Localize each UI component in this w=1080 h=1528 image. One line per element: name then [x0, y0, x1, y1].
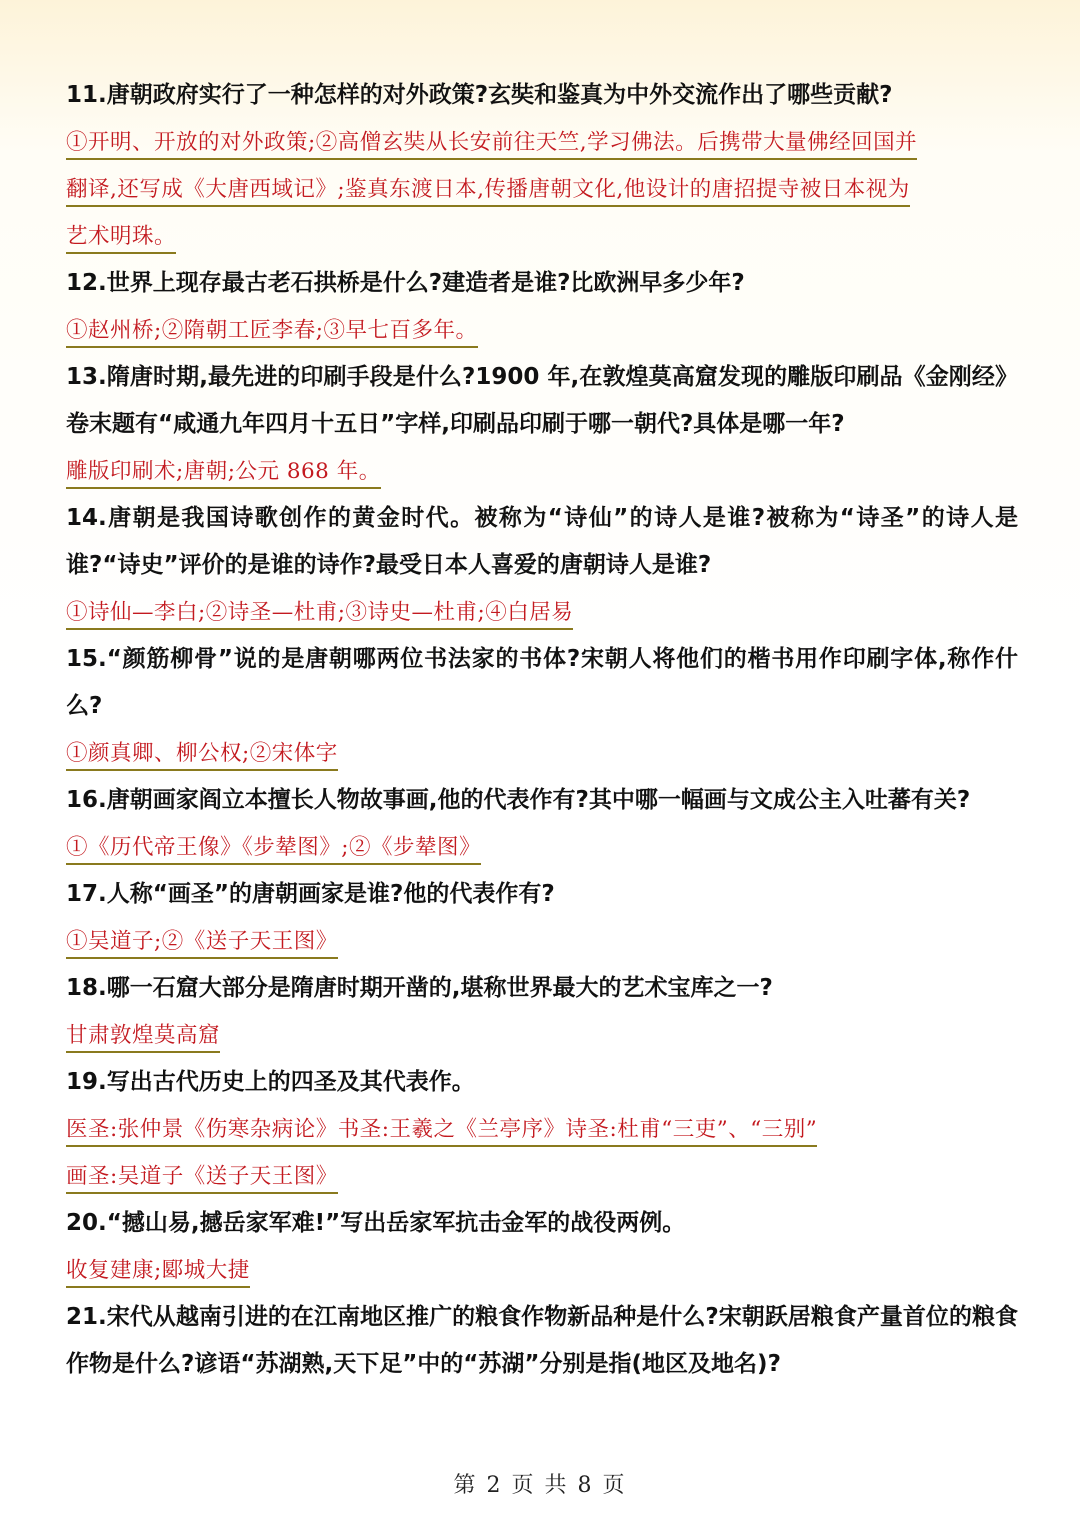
question-12: 12.世界上现存最古老石拱桥是什么?建造者是谁?比欧洲早多少年?	[66, 270, 745, 296]
question-17: 17.人称“画圣”的唐朝画家是谁?他的代表作有?	[66, 881, 555, 907]
answer-14: ①诗仙—李白;②诗圣—杜甫;③诗史—杜甫;④白居易	[66, 589, 1018, 636]
question-20: 20.“撼山易,撼岳家军难!”写出岳家军抗击金军的战役两例。	[66, 1210, 686, 1236]
answer-17: ①吴道子;②《送子天王图》	[66, 918, 1018, 965]
answer-18: 甘肃敦煌莫高窟	[66, 1012, 1018, 1059]
question-19: 19.写出古代历史上的四圣及其代表作。	[66, 1069, 475, 1095]
question-14: 14.唐朝是我国诗歌创作的黄金时代。被称为“诗仙”的诗人是谁?被称为“诗圣”的诗人是谁?“诗史”评价的是谁的诗作?最受日本人喜爱的唐朝诗人是谁?	[66, 505, 1018, 578]
answer-15: ①颜真卿、柳公权;②宋体字	[66, 730, 1018, 777]
answer-11-line-1: ①开明、开放的对外政策;②高僧玄奘从长安前往天竺,学习佛法。后携带大量佛经回国并	[66, 119, 1018, 166]
question-15: 15.“颜筋柳骨”说的是唐朝哪两位书法家的书体?宋朝人将他们的楷书用作印刷字体,称作什么?	[66, 646, 1018, 719]
answer-19-line-1: 医圣:张仲景《伤寒杂病论》书圣:王羲之《兰亭序》诗圣:杜甫“三吏”、“三别”	[66, 1106, 1018, 1153]
question-11: 11.唐朝政府实行了一种怎样的对外政策?玄奘和鉴真为中外交流作出了哪些贡献?	[66, 82, 893, 108]
answer-16: ①《历代帝王像》《步辇图》;②《步辇图》	[66, 824, 1018, 871]
page-footer: 第 2 页 共 8 页	[453, 1473, 627, 1498]
answer-19-line-2: 画圣:吴道子《送子天王图》	[66, 1153, 1018, 1200]
answer-13: 雕版印刷术;唐朝;公元 868 年。	[66, 448, 1018, 495]
question-13: 13.隋唐时期,最先进的印刷手段是什么?1900 年,在敦煌莫高窟发现的雕版印刷品《金刚经》卷末题有“咸通九年四月十五日”字样,印刷品印刷于哪一朝代?具体是哪一年?	[66, 364, 1018, 437]
answer-12: ①赵州桥;②隋朝工匠李春;③早七百多年。	[66, 307, 1018, 354]
document-body	[66, 72, 1018, 1388]
question-21: 21.宋代从越南引进的在江南地区推广的粮食作物新品种是什么?宋朝跃居粮食产量首位的粮食作物是什么?谚语“苏湖熟,天下足”中的“苏湖”分别是指(地区及地名)?	[66, 1304, 1018, 1377]
answer-11-line-3: 艺术明珠。	[66, 213, 1018, 260]
question-18: 18.哪一石窟大部分是隋唐时期开凿的,堪称世界最大的艺术宝库之一?	[66, 975, 773, 1001]
question-16: 16.唐朝画家阎立本擅长人物故事画,他的代表作有?其中哪一幅画与文成公主入吐蕃有关?	[66, 787, 971, 813]
answer-20: 收复建康;郾城大捷	[66, 1247, 1018, 1294]
answer-11-line-2: 翻译,还写成《大唐西域记》;鉴真东渡日本,传播唐朝文化,他设计的唐招提寺被日本视为	[66, 166, 1018, 213]
